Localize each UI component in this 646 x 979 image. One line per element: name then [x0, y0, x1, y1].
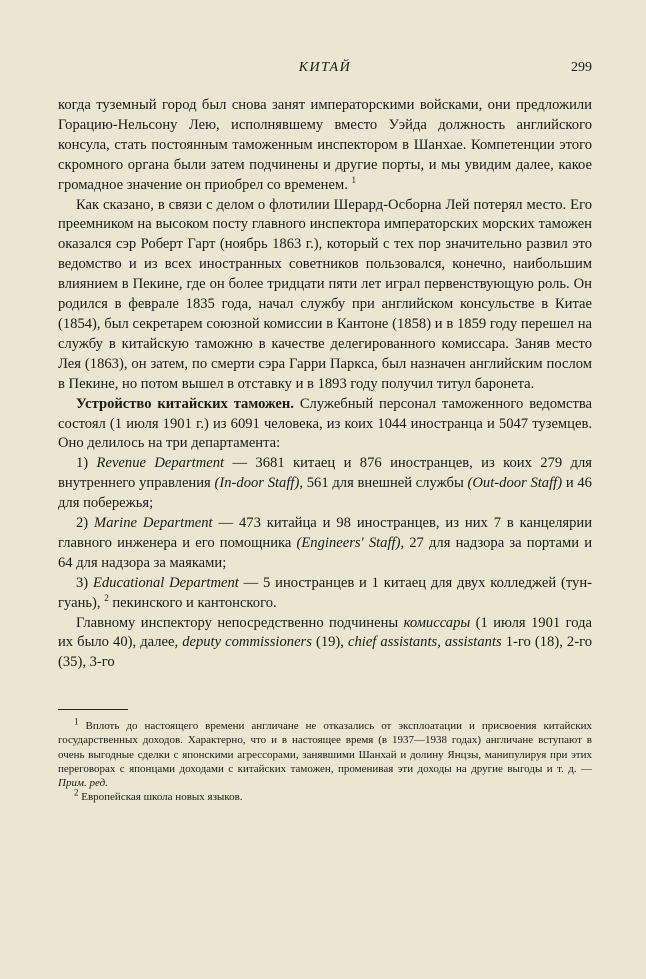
- text-run: Главному инспектору непосредственно подчинены: [76, 614, 404, 631]
- footnote: [58, 716, 592, 790]
- paragraph: [58, 96, 592, 196]
- footnote: [58, 787, 592, 804]
- italic-term: комиссары: [403, 614, 471, 631]
- italic-term: Прим. ред.: [58, 777, 108, 790]
- text-run: когда туземный город был снова занят императорскими войсками, они предложили Горацию-Нельсону Лею, исполнявшему вместо Уэйда должность английского консула, стать постоянным таможенным инспектором в Шанхае. Компетенции этого скромного органа были затем подчинены и другие порты, и мы увидим далее, какое громадное значение он приобрел со временем.: [58, 97, 592, 193]
- italic-term: Educational Department: [92, 574, 239, 591]
- italic-term: chief assistants, assistants: [348, 634, 502, 651]
- text-run: Вплоть до настоящего времени англичане не отказались от эксплоатации и присвоения китайских государственных доходов. Характерно, что и в настоящее время (в 1937—1938 годах) англичане вступают в очень выгодные сделки с японскими агрессорами, занявшими Шанхай и долину Янцзы, манипулируя при этих переговорах с японцами доходами с китайских таможен, променивая эти доходы на другие выгоды и т. д. —: [58, 720, 592, 775]
- text-run: 1): [76, 455, 97, 472]
- text-run: 27 для надзора за портами и 64 для надзора за маяками;: [58, 534, 593, 571]
- italic-term: Revenue Department: [96, 455, 225, 472]
- text-run: — 473 китайца и 98 иностранцев, из них 7 в канцелярии главного инженера и его помощника: [58, 515, 592, 551]
- paragraph: [58, 514, 592, 574]
- italic-term: deputy commissioners: [182, 634, 312, 651]
- text-run: (19),: [311, 634, 348, 651]
- text-run: 1-го (18), 2-го (35), 3-го: [58, 634, 592, 671]
- text-run: Служебный персонал таможенного ведомства состоял (1 июля 1901 г.) из 6091 человека, из коих 1044 иностранца и 5047 туземцев. Оно делилось на три департамента:: [58, 395, 593, 452]
- italic-term: Marine Department: [94, 515, 213, 532]
- text-run: Как сказано, в связи с делом о флотилии Шерард-Осборна Лей потерял место. Его преемником на высоком посту главного инспектора императорских морских таможен оказался сэр Роберт Гарт (ноябрь 1863 г.), который с тех пор значительно развил это ведомство и из всех иностранных советников пользовался, конечно, наибольшим влиянием в Пекине, где он более тридцати пяти лет играл первенствующую роль. Он родился в феврале 1835 года, начал службу при английском консульстве в Китае (1854), был секретарем союзной комиссии в Кантоне (1858) и в 1859 году перешел на службу в китайскую таможню в качестве делегированного комиссара. Заняв место Лея (1863), он затем, по смерти сэра Гарри Паркса, был назначен английским послом в Пекине, но потом вышел в отставку и в 1893 году получил титул баронета.: [58, 196, 592, 392]
- text-run: и 46 для побережья;: [58, 475, 592, 512]
- running-title: КИТАЙ: [298, 60, 352, 75]
- text-run: — 3681 китаец и 876 иностранцев, из коих 279 для внутреннего управления: [58, 455, 592, 492]
- page-number: 299: [571, 60, 592, 75]
- text-run: Европейская школа новых языков.: [78, 791, 243, 804]
- paragraph: [58, 395, 592, 455]
- body-text: [58, 96, 592, 673]
- paragraph: [58, 574, 592, 614]
- italic-term: (In-door Staff),: [214, 475, 303, 492]
- paragraph: [58, 196, 592, 395]
- text-run: 561 для внешней службы: [302, 475, 468, 492]
- page-header: [58, 60, 592, 82]
- italic-term: (Out-door Staff): [467, 475, 563, 492]
- text-run: — 5 иностранцев и 1 китаец для двух колледжей (тун-гуань),: [58, 574, 592, 611]
- text-run: 2): [76, 515, 95, 532]
- footnote-divider: [58, 709, 128, 710]
- footnote-marker: 2: [104, 592, 109, 603]
- italic-term: (Engineers' Staff),: [296, 534, 405, 551]
- footnote-marker: 1: [74, 716, 79, 727]
- footnotes: [58, 716, 592, 804]
- paragraph: [58, 454, 592, 514]
- footnote-marker: 1: [351, 174, 356, 185]
- section-heading: Устройство китайских таможен.: [76, 395, 294, 412]
- paragraph: [58, 614, 592, 674]
- text-run: (1 июля 1901 года их было 40), далее,: [58, 614, 592, 651]
- footnote-marker: 2: [74, 787, 79, 798]
- text-run: 3): [76, 574, 93, 591]
- text-run: пекинского и кантонского.: [108, 594, 277, 611]
